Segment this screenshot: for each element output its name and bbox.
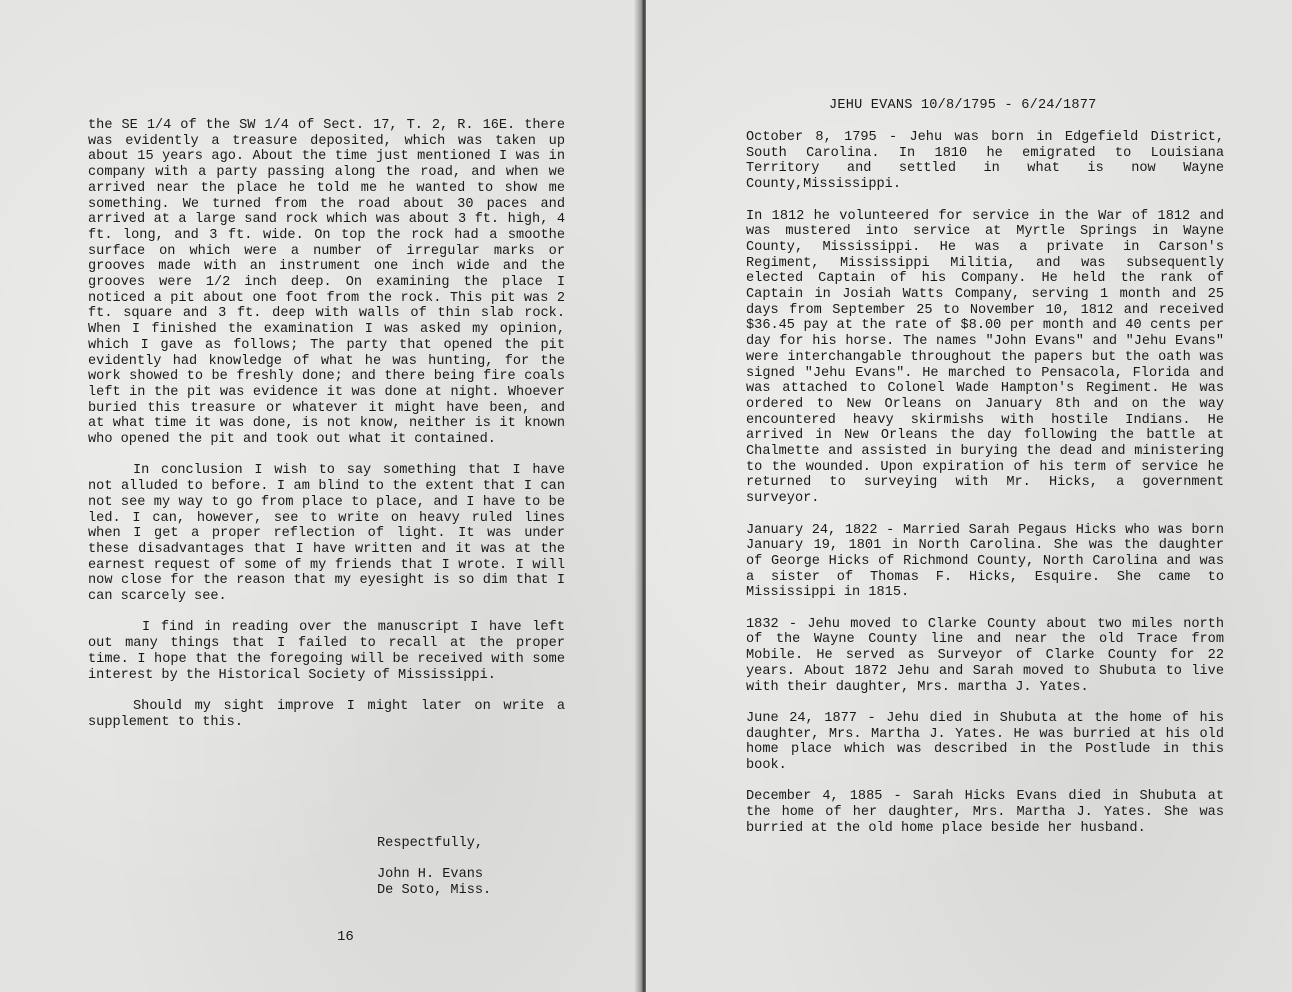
timeline-entry: October 8, 1795 - Jehu was born in Edgefield District, South Carolina. In 1810 he emigrated to Louisiana Territory and settled in what is now Wayne County,Mississippi.	[746, 130, 1224, 193]
page-number: 16	[337, 929, 354, 945]
signature-place: De Soto, Miss.	[377, 883, 492, 899]
timeline-entry: 1832 - Jehu moved to Clarke County about two miles north of the Wayne County line and near the old Trace from Mobile. He served as Surveyor of Clarke County for 22 years. About 1872 Jehu and Sarah moved to Shubuta to live with their daughter, Mrs. martha J. Yates.	[746, 616, 1224, 695]
timeline-entry: December 4, 1885 - Sarah Hicks Evans died in Shubuta at the home of her daughter, Mrs. Martha J. Yates. She was burried at the old home place beside her husband.	[746, 789, 1224, 836]
left-page	[0, 0, 640, 992]
left-page-body	[88, 118, 565, 730]
memoir-paragraph: the SE 1/4 of the SW 1/4 of Sect. 17, T. 2, R. 16E. there was evidently a treasure deposited, which was taken up about 15 years ago. About the time just mentioned I was in company with a party passing along the road, and when we arrived near the place he told me he wanted to show me something. We turned from the road about 30 paces and arrived at a large sand rock which was about 3 ft. high, 4 ft. long, and 3 ft. wide. On top the rock had a smoothe surface on which were a number of irregular marks or grooves made with an instrument one inch wide and the grooves were 1/2 inch deep. On examining the place I noticed a pit about one foot from the rock. This pit was 2 ft. square and 3 ft. deep with walls of thin slab rock. When I finished the examination I was asked my opinion, which I gave as follows; The party that opened the pit evidently had knowledge of what he was hunting, for the work showed to be freshly done; and there being fire coals left in the pit was evidence it was done at night. Whoever buried this treasure or whatever it might have been, and at what time it was done, is not know, neither is it known who opened the pit and took out what it contained.	[88, 118, 565, 448]
signature-block	[377, 836, 491, 899]
chapter-header: JEHU EVANS 10/8/1795 - 6/24/1877	[829, 98, 1097, 113]
right-page-body	[746, 130, 1224, 837]
signature-name: John H. Evans	[377, 867, 484, 883]
memoir-paragraph: Should my sight improve I might later on write a supplement to this.	[88, 698, 565, 730]
timeline-entry: June 24, 1877 - Jehu died in Shubuta at the home of his daughter, Mrs. Martha J. Yates. He was burried at his old home place which was described in the Postlude in this book.	[746, 710, 1224, 774]
memoir-paragraph: I find in reading over the manuscript I have left out many things that I failed to recall at the proper time. I hope that the foregoing will be received with some interest by the Historical Society of Mississippi.	[88, 620, 565, 683]
closing-line: Respectfully,	[377, 836, 484, 851]
timeline-entry: January 24, 1822 - Married Sarah Pegaus Hicks who was born January 19, 1801 in North Carolina. She was the daughter of George Hicks of Richmond County, North Carolina and was a sister of Thomas F. Hicks, Esquire. She came to Mississippi in 1815.	[746, 522, 1224, 601]
memoir-paragraph: In conclusion I wish to say something that I have not alluded to before. I am blind to the extent that I can not see my way to go from place to place, and I have to be led. I can, however, see to write on heavy ruled lines when I get a proper reflection of light. It was under these disadvantages that I have written and it was at the earnest request of some of my friends that I wrote. I will now close for the reason that my eyesight is so dim that I can scarcely see.	[88, 463, 565, 605]
timeline-entry: In 1812 he volunteered for service in the War of 1812 and was mustered into service at Myrtle Springs in Wayne County, Mississippi. He was a private in Carson's Regiment, Mississippi Militia, and was subsequently elected Captain of his Company. He held the rank of Captain in Josiah Watts Company, serving 1 month and 25 days from September 25 to November 10, 1812 and received $36.45 pay at the rate of $8.00 per month and 40 cents per day for his horse. The names "John Evans" and "Jehu Evans" were interchangable throughout the papers but the oath was signed "Jehu Evans". He marched to Pensacola, Florida and was attached to Colonel Wade Hampton's Regiment. He was ordered to New Orleans on January 8th and on the way encountered heavy skirmishs with hostile Indians. He arrived in New Orleans the day following the battle at Chalmette and assisted in burying the dead and ministering to the wounded. Upon expiration of his term of service he returned to surveying with Mr. Hicks, a government surveyor.	[746, 208, 1224, 507]
